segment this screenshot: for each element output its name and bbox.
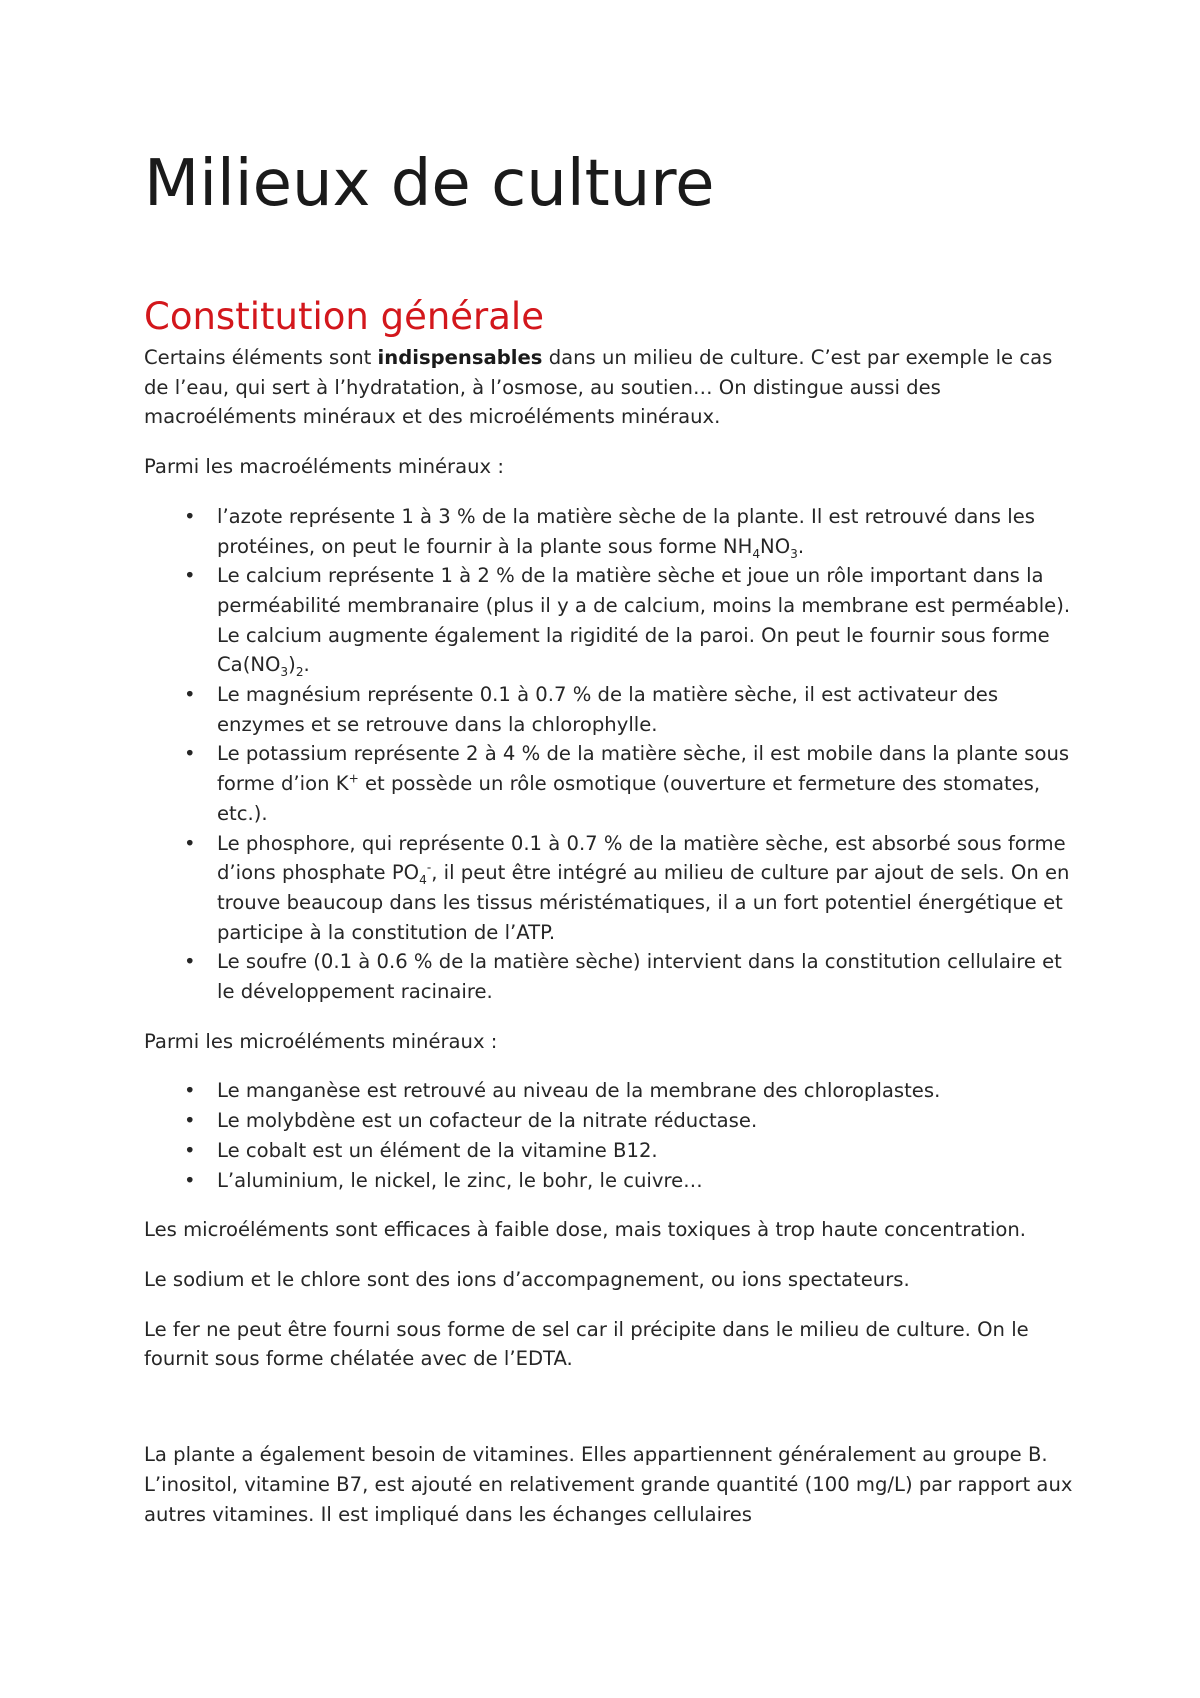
bullet-icon: • [184, 831, 196, 855]
micro-heading: Parmi les microéléments minéraux : [144, 1029, 498, 1053]
list-item: • Le cobalt est un élément de la vitamine B12. [144, 1136, 1074, 1166]
section-heading: Constitution générale [144, 295, 544, 338]
micro-list [144, 1076, 1074, 1195]
paragraph-spacer [144, 1394, 1074, 1440]
list-item: • Le magnésium représente 0.1 à 0.7 % de la matière sèche, il est activateur des enzymes et se retrouve dans la chlorophylle. [144, 680, 1074, 739]
bullet-icon: • [184, 1109, 196, 1133]
list-item: • Le potassium représente 2 à 4 % de la matière sèche, il est mobile dans la plante sous forme d’ion K+ et possède un rôle osmotique (ouverture et fermeture des stomates, etc.). [144, 739, 1074, 828]
body-paragraph: Le fer ne peut être fourni sous forme de sel car il précipite dans le milieu de culture. On le fournit sous forme chélatée avec de l’EDTA. [144, 1317, 1029, 1371]
body-paragraph: Le sodium et le chlore sont des ions d’accompagnement, ou ions spectateurs. [144, 1267, 910, 1291]
macro-list [144, 502, 1074, 1007]
list-item: • Le molybdène est un cofacteur de la nitrate réductase. [144, 1106, 1074, 1136]
body-paragraph: Les microéléments sont efficaces à faible dose, mais toxiques à trop haute concentration. [144, 1218, 1027, 1242]
bullet-icon: • [184, 683, 196, 707]
emphasis-text: indispensables [377, 346, 543, 369]
macro-heading: Parmi les macroéléments minéraux : [144, 455, 504, 479]
list-item: • Le soufre (0.1 à 0.6 % de la matière sèche) intervient dans la constitution cellulaire et le développement racinaire. [144, 947, 1074, 1006]
intro-paragraph: Certains éléments sont indispensables dans un milieu de culture. C’est par exemple le cas de l’eau, qui sert à l’hydratation, à l’osmose, au soutien… On distingue aussi des macroéléments minéraux et des microéléments minéraux. [144, 346, 1053, 429]
bullet-icon: • [184, 1079, 196, 1103]
bullet-icon: • [184, 564, 196, 588]
list-item: • L’aluminium, le nickel, le zinc, le bohr, le cuivre… [144, 1166, 1074, 1196]
list-item: • l’azote représente 1 à 3 % de la matière sèche de la plante. Il est retrouvé dans les protéines, on peut le fournir à la plante sous forme $NH_4NO_3$. [144, 502, 1074, 561]
bullet-icon: • [184, 1138, 196, 1162]
list-item: • Le manganèse est retrouvé au niveau de la membrane des chloroplastes. [144, 1076, 1074, 1106]
list-item: • Le calcium représente 1 à 2 % de la matière sèche et joue un rôle important dans la perméabilité membranaire (plus il y a de calcium, moins la membrane est perméable). Le calcium augmente également la rigidité de la paroi. On peut le fournir sous forme $Ca(NO_3)_2$. [144, 561, 1074, 680]
document-title: Milieux de culture [144, 147, 715, 221]
bullet-icon: • [184, 1168, 196, 1192]
list-item: • Le phosphore, qui représente 0.1 à 0.7 % de la matière sèche, est absorbé sous forme d’ions phosphate $PO_4^-$, il peut être intégré au milieu de culture par ajout de sels. On en trouve beaucoup dans les tissus méristématiques, il a un fort potentiel énergétique et participe à la constitution de l’ATP. [144, 829, 1074, 948]
body-paragraph: La plante a également besoin de vitamines. Elles appartiennent généralement au groupe B. L’inositol, vitamine B7, est ajouté en relativement grande quantité (100 mg/L) par rapport aux autres vitamines. Il est impliqué dans les échanges cellulaires [144, 1443, 1073, 1526]
bullet-icon: • [184, 742, 196, 766]
bullet-icon: • [184, 950, 196, 974]
bullet-icon: • [184, 504, 196, 528]
document-body [144, 343, 1074, 1549]
